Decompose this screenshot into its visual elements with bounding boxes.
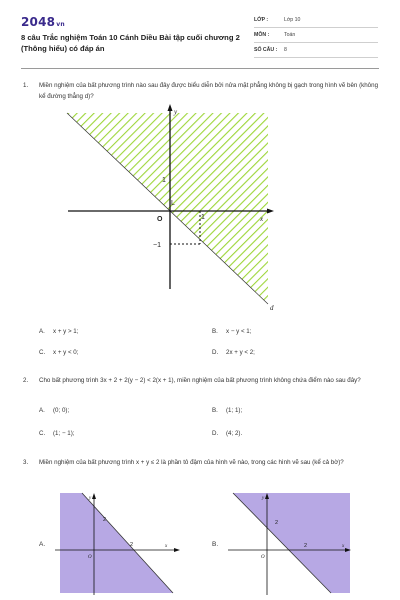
q1-option-a[interactable] — [39, 328, 78, 335]
y-axis-arrow — [168, 104, 173, 111]
q3-figure-b[interactable] — [228, 490, 353, 600]
meta-row-count — [254, 43, 378, 58]
shaded-region — [233, 493, 350, 593]
option-letter: C. — [39, 349, 46, 356]
question-3-number: 3. — [23, 459, 29, 466]
question-2-number: 2. — [23, 377, 29, 384]
meta-key: MÔN : — [254, 32, 270, 38]
option-letter: D. — [212, 430, 219, 437]
tick-label-y-neg1: −1 — [153, 242, 161, 249]
option-text: 2x + y < 2; — [226, 349, 255, 356]
meta-value: Toán — [284, 32, 296, 38]
intercept-label: L — [171, 200, 175, 207]
question-3-text: Miền nghiệm của bất phương trình x + y ≤ 2 là phần tô đậm của hình vẽ nào, trong các hình vẽ sau (kể cả bờ)? — [39, 459, 344, 466]
line-d-label: d — [270, 304, 274, 312]
y-axis-label: y — [262, 496, 265, 501]
y-axis-arrow — [92, 493, 96, 499]
option-text: x + y < 0; — [53, 349, 79, 356]
option-text: (1; 1); — [226, 407, 243, 414]
logo-suffix: vn — [56, 21, 65, 28]
option-letter: A. — [39, 407, 45, 414]
tick-label-x-2: 2 — [130, 542, 134, 548]
origin-label: O — [88, 555, 92, 560]
x-axis-label: x — [342, 544, 345, 549]
q2-option-a[interactable] — [39, 407, 69, 414]
question-2-text: Cho bất phương trình 3x + 2 + 2(y − 2) < 2(x + 1), miền nghiệm của bất phương trình không chứa điểm nào sau đây? — [39, 377, 361, 384]
option-text: (4; 2). — [226, 430, 243, 437]
q1-option-d[interactable] — [212, 349, 255, 356]
question-1-number: 1. — [23, 82, 29, 89]
origin-label: O — [157, 216, 163, 223]
q2-option-c[interactable] — [39, 430, 75, 437]
y-axis-label: y — [174, 108, 178, 116]
y-axis-label: y — [89, 496, 92, 501]
q3-figure-b-letter[interactable]: B. — [212, 541, 219, 548]
option-text: (0; 0); — [53, 407, 70, 414]
option-text: x + y > 1; — [53, 328, 79, 335]
x-axis-label: x — [260, 215, 264, 223]
q2-option-d[interactable] — [212, 430, 242, 437]
q3-figure-a-letter[interactable]: A. — [39, 541, 46, 548]
meta-value: 8 — [284, 47, 287, 53]
question-1-figure — [60, 104, 280, 312]
x-axis-label: x — [165, 544, 168, 549]
question-1-text: Miền nghiệm của bất phương trình nào sau đây được biểu diễn bởi nửa mặt phẳng không bị gạch trong hình vẽ bên (không kể đường thẳng d)? — [39, 82, 379, 100]
tick-label-x-1: 1 — [201, 214, 205, 221]
option-letter: D. — [212, 349, 219, 356]
document-title: 8 câu Trắc nghiệm Toán 10 Cánh Diều Bài tập cuối chương 2 (Thông hiểu) có đáp án — [21, 33, 240, 53]
shaded-region — [60, 493, 173, 593]
tick-label-x-2: 2 — [304, 543, 308, 549]
x-axis-arrow — [174, 548, 180, 552]
header-divider — [21, 68, 379, 69]
logo-text: 2048 — [21, 15, 56, 29]
tick-label-y-2: 2 — [103, 517, 107, 523]
meta-key: SỐ CÂU : — [254, 47, 278, 53]
tick-label-y-1: 1 — [162, 177, 166, 184]
option-letter: C. — [39, 430, 46, 437]
option-letter: A. — [39, 328, 45, 335]
option-letter: B. — [212, 328, 218, 335]
option-text: (1; − 1); — [53, 430, 75, 437]
origin-label: O — [261, 555, 265, 560]
tick-label-y-2: 2 — [275, 520, 279, 526]
q3-figure-a[interactable] — [55, 490, 180, 600]
document-meta — [254, 13, 378, 58]
site-logo[interactable] — [21, 15, 65, 29]
q1-option-b[interactable] — [212, 328, 251, 335]
meta-row-subject — [254, 28, 378, 43]
option-text: x − y < 1; — [226, 328, 252, 335]
q1-option-c[interactable] — [39, 349, 78, 356]
meta-value: Lớp 10 — [284, 17, 301, 23]
meta-key: LỚP : — [254, 17, 269, 23]
document-header — [0, 0, 400, 64]
x-axis-arrow — [267, 209, 274, 214]
option-letter: B. — [212, 407, 218, 414]
q2-option-b[interactable] — [212, 407, 242, 414]
meta-row-class — [254, 13, 378, 28]
